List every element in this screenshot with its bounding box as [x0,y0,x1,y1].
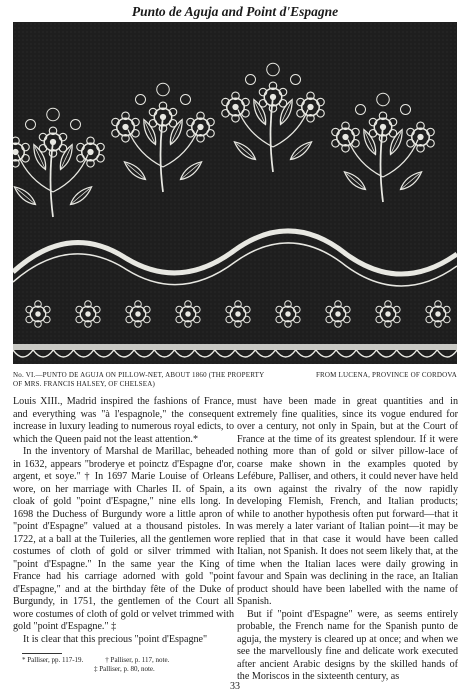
paragraph: In the inventory of Marshal de Marillac, beheaded in 1632, appears "broderye et poinctz d'Espagne d'or, argent, et soye." † In 1697 Marie Louise of Orleans wore, on her marriage with Charles II. of Spain, a cloak of gold "point d'Espagne," nine ells long. In 1698 the Duchess of Burgundy wore a little apron of "point d'Espagne" valued at a thousand pistoles. In 1722, at a ball at the Tuileries, all the gentlemen wore costumes of cloth of gold or silver trimmed with "point d'Espagne." In the same year the King of France had his carriage adorned with gold "point d'Espagne," and at the birthday fête of the Duke of Burgundy, in 1751, the gentlemen of the Court all wore costumes of cloth of gold or velvet trimmed with gold "point d'Espagne." ‡ [13,446,234,632]
plate-source: FROM LUCENA, PROVINCE OF CORDOVA [315,371,457,379]
paragraph: must have been made in great quantities and in extremely fine qualities, since its vogue endured for over a century, not only in Spain, but at the Court of France at the time of its greatest splendour. If it were nothing more than of gold or silver pillow-lace of coarse make shown in the examples quoted by Lefébure, Palliser, and others, it could never have held its own against the rivalry of the now rapidly developing Flemish, French, and Italian products; while to another hypothesis often put forward—that it was merely a later variant of Italian point—it may be replied that in that case it would have been called Italian, not Spanish. It does not seem likely that, at the time when the Italian laces were daily growing in favour and Spain was declining in the race, an Italian product should have been labelled with the name of Spanish. [237,396,458,607]
footnote: ‡ Palliser, p. 80, note. [94,665,155,673]
left-column [13,396,234,646]
footnote: * Palliser, pp. 117-19. [22,656,84,664]
footnotes [22,656,232,674]
page-title: Punto de Aguja and Point d'Espagne [131,4,339,19]
lace-plate-image [13,22,457,364]
paragraph: It is clear that this precious "point d'Espagne" [23,633,208,645]
lace-illustration [13,22,457,364]
right-column [237,396,458,684]
plate-caption: No. VI.—PUNTO DE AGUJA ON PILLOW-NET, ABOUT 1860 (THE PROPERTY OF MRS. FRANCIS HALSEY, OF CHELSEA) [13,371,265,388]
page-number: 33 [230,681,240,692]
paragraph: Louis XIII., Madrid inspired the fashions of France, and everything was "à l'espagnole," the consequent increase in luxury leading to numerous royal edicts, to which the Queen paid not the least attention.* [13,396,234,445]
footnote-rule [22,653,62,654]
footnote: † Palliser, p. 117, note. [105,656,170,664]
paragraph: But if "point d'Espagne" were, as seems entirely probable, the French name for the Spanish punto de aguja, the mystery is cleared up at once; and when we see the marvellously fine and delicate work executed after ancient Arabic designs by the skilled hands of the Moriscos in the sixteenth century, as [237,608,458,682]
